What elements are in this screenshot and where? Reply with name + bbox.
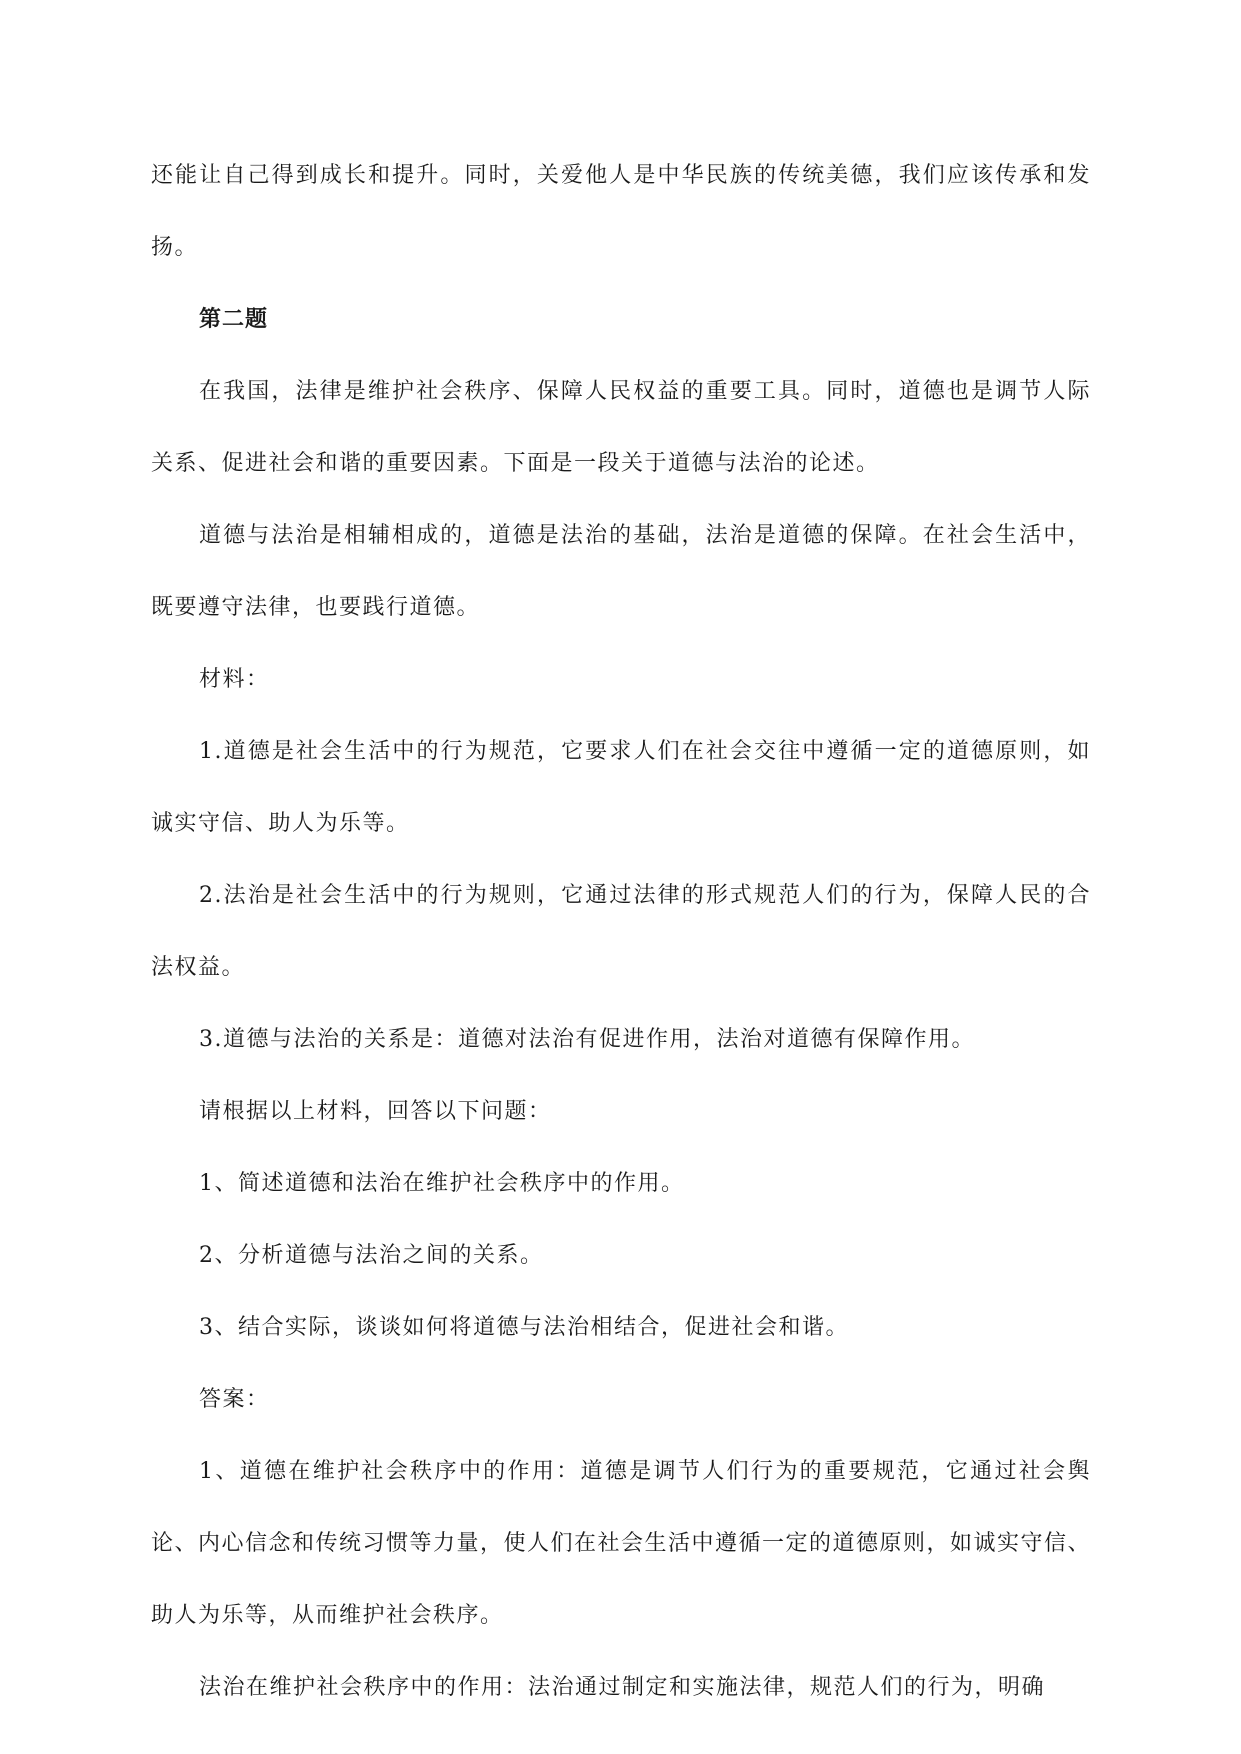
answer-label: 答案： xyxy=(199,1387,270,1412)
materials-label: 材料： xyxy=(199,667,270,692)
question-item-1: 1、简述道德和法治在维护社会秩序中的作用。 xyxy=(199,1171,685,1196)
answer-paragraph-rule-of-law: 法治在维护社会秩序中的作用：法治通过制定和实施法律，规范人们的行为，明确 xyxy=(199,1675,1046,1700)
answer-item-1: 1、道德在维护社会秩序中的作用：道德是调节人们行为的重要规范，它通过社会舆论、内心信念和传统习惯等力量，使人们在社会生活中遵循一定的道德原则，如诚实守信、助人为乐等，从而维护社会秩序。 xyxy=(151,1459,1092,1628)
document-body xyxy=(151,140,1091,1724)
paragraph-continuation: 还能让自己得到成长和提升。同时，关爱他人是中华民族的传统美德，我们应该传承和发扬。 xyxy=(151,163,1091,260)
material-item-3: 3.道德与法治的关系是：道德对法治有促进作用，法治对道德有保障作用。 xyxy=(199,1027,975,1052)
material-item-1: 1.道德是社会生活中的行为规范，它要求人们在社会交往中遵循一定的道德原则，如诚实守信、助人为乐等。 xyxy=(151,739,1091,836)
question-item-2: 2、分析道德与法治之间的关系。 xyxy=(199,1243,544,1268)
section-heading: 第二题 xyxy=(199,307,269,332)
question-prompt: 请根据以上材料，回答以下问题： xyxy=(199,1099,552,1124)
question-item-3: 3、结合实际，谈谈如何将道德与法治相结合，促进社会和谐。 xyxy=(199,1315,849,1340)
material-item-2: 2.法治是社会生活中的行为规则，它通过法律的形式规范人们的行为，保障人民的合法权益。 xyxy=(151,883,1091,980)
paragraph-statement: 道德与法治是相辅相成的，道德是法治的基础，法治是道德的保障。在社会生活中，既要遵守法律，也要践行道德。 xyxy=(151,523,1091,620)
paragraph-intro: 在我国，法律是维护社会秩序、保障人民权益的重要工具。同时，道德也是调节人际关系、促进社会和谐的重要因素。下面是一段关于道德与法治的论述。 xyxy=(151,379,1091,476)
